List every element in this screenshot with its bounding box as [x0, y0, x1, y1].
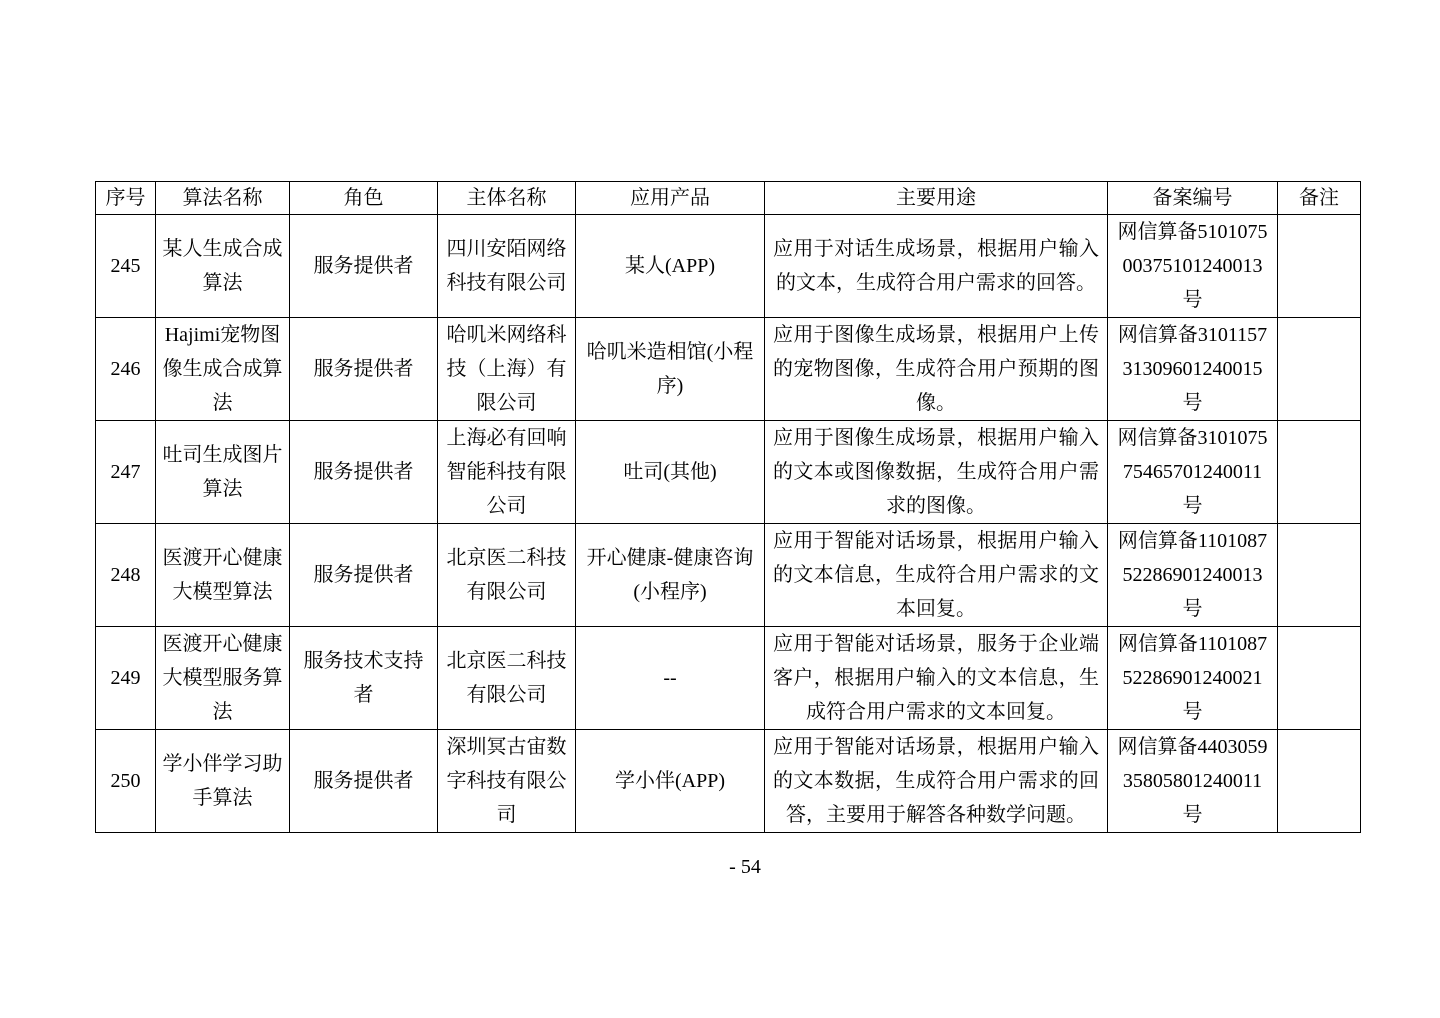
header-role: 角色 — [290, 182, 438, 215]
header-name: 算法名称 — [156, 182, 290, 215]
note-cell — [1278, 730, 1361, 833]
note-cell — [1278, 215, 1361, 318]
main-use-cell: 应用于智能对话场景，服务于企业端客户，根据用户输入的文本信息，生成符合用户需求的文本回复。 — [765, 627, 1108, 730]
product-cell: 某人(APP) — [576, 215, 765, 318]
header-note: 备注 — [1278, 182, 1361, 215]
table-row — [96, 730, 1361, 833]
page-number: - 54 — [729, 856, 761, 878]
role-cell: 服务提供者 — [290, 421, 438, 524]
entity-name-cell: 北京医二科技有限公司 — [438, 524, 576, 627]
algorithm-name-cell: Hajimi宠物图像生成合成算法 — [156, 318, 290, 421]
note-cell — [1278, 421, 1361, 524]
header-entity: 主体名称 — [438, 182, 576, 215]
table-row — [96, 627, 1361, 730]
filing-number-cell: 网信算备510107500375101240013号 — [1108, 215, 1278, 318]
algorithm-name-cell: 吐司生成图片算法 — [156, 421, 290, 524]
filing-number-cell: 网信算备110108752286901240013号 — [1108, 524, 1278, 627]
table-row — [96, 215, 1361, 318]
product-cell: -- — [576, 627, 765, 730]
role-cell: 服务提供者 — [290, 318, 438, 421]
row-number-cell: 248 — [96, 524, 156, 627]
algorithm-name-cell: 医渡开心健康大模型服务算法 — [156, 627, 290, 730]
table-row — [96, 524, 1361, 627]
note-cell — [1278, 524, 1361, 627]
role-cell: 服务技术支持者 — [290, 627, 438, 730]
note-cell — [1278, 627, 1361, 730]
algorithm-filing-table — [95, 181, 1361, 833]
main-use-cell: 应用于对话生成场景，根据用户输入的文本，生成符合用户需求的回答。 — [765, 215, 1108, 318]
algorithm-name-cell: 医渡开心健康大模型算法 — [156, 524, 290, 627]
filing-number-cell: 网信算备440305935805801240011号 — [1108, 730, 1278, 833]
product-cell: 哈叽米造相馆(小程序) — [576, 318, 765, 421]
row-number-cell: 249 — [96, 627, 156, 730]
entity-name-cell: 北京医二科技有限公司 — [438, 627, 576, 730]
main-use-cell: 应用于智能对话场景，根据用户输入的文本数据，生成符合用户需求的回答，主要用于解答各种数学问题。 — [765, 730, 1108, 833]
row-number-cell: 246 — [96, 318, 156, 421]
header-filing: 备案编号 — [1108, 182, 1278, 215]
product-cell: 开心健康-健康咨询(小程序) — [576, 524, 765, 627]
row-number-cell: 250 — [96, 730, 156, 833]
filing-number-cell: 网信算备310107575465701240011号 — [1108, 421, 1278, 524]
row-number-cell: 247 — [96, 421, 156, 524]
algorithm-name-cell: 某人生成合成算法 — [156, 215, 290, 318]
note-cell — [1278, 318, 1361, 421]
main-use-cell: 应用于智能对话场景，根据用户输入的文本信息，生成符合用户需求的文本回复。 — [765, 524, 1108, 627]
header-product: 应用产品 — [576, 182, 765, 215]
header-no: 序号 — [96, 182, 156, 215]
role-cell: 服务提供者 — [290, 524, 438, 627]
row-number-cell: 245 — [96, 215, 156, 318]
header-use: 主要用途 — [765, 182, 1108, 215]
algorithm-name-cell: 学小伴学习助手算法 — [156, 730, 290, 833]
main-use-cell: 应用于图像生成场景，根据用户输入的文本或图像数据，生成符合用户需求的图像。 — [765, 421, 1108, 524]
product-cell: 吐司(其他) — [576, 421, 765, 524]
product-cell: 学小伴(APP) — [576, 730, 765, 833]
entity-name-cell: 四川安陌网络科技有限公司 — [438, 215, 576, 318]
entity-name-cell: 深圳冥古宙数字科技有限公司 — [438, 730, 576, 833]
entity-name-cell: 上海必有回响智能科技有限公司 — [438, 421, 576, 524]
role-cell: 服务提供者 — [290, 730, 438, 833]
header-row — [96, 182, 1361, 215]
main-use-cell: 应用于图像生成场景，根据用户上传的宠物图像，生成符合用户预期的图像。 — [765, 318, 1108, 421]
role-cell: 服务提供者 — [290, 215, 438, 318]
table-row — [96, 421, 1361, 524]
filing-number-cell: 网信算备310115731309601240015号 — [1108, 318, 1278, 421]
filing-number-cell: 网信算备110108752286901240021号 — [1108, 627, 1278, 730]
table-row — [96, 318, 1361, 421]
entity-name-cell: 哈叽米网络科技（上海）有限公司 — [438, 318, 576, 421]
